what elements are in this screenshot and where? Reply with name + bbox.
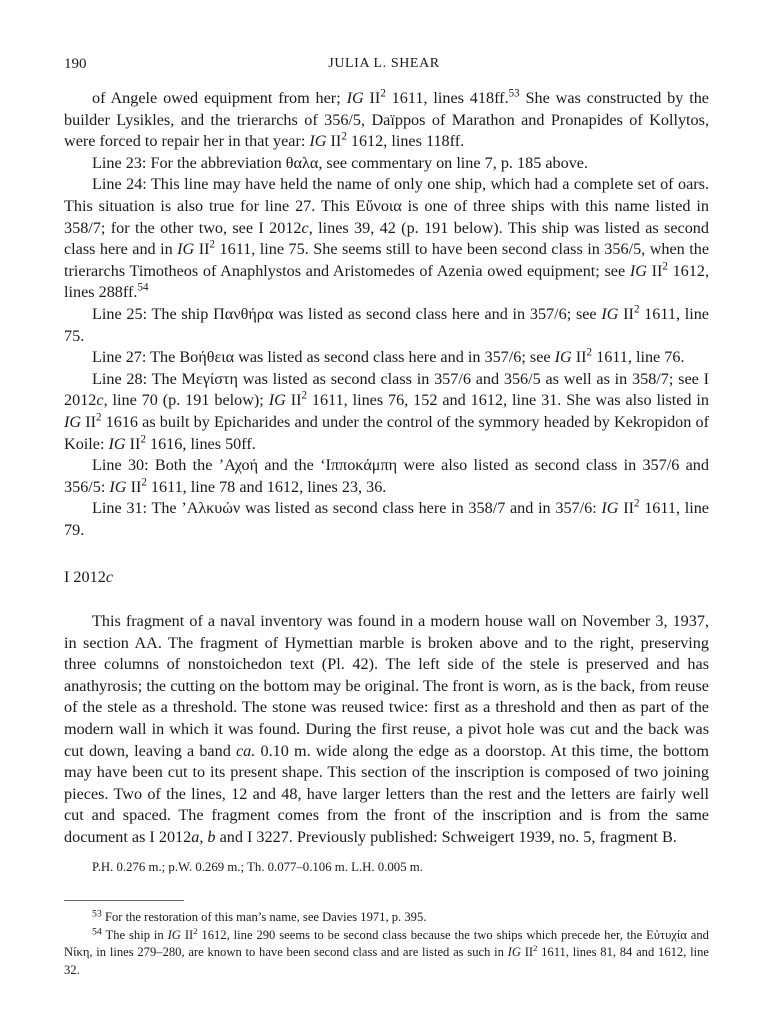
italic-run: IG — [177, 240, 195, 259]
text-run: , line 70 (p. 191 below); — [103, 391, 269, 410]
italic-run: IG — [601, 499, 619, 518]
text-run: 1611, line 75. She seems still to have been second class in 356/5, when the trierarchs Timotheos of Anaphlystos and Aristomedes of Azenia owed equipment; see — [64, 240, 710, 280]
page-header — [64, 56, 704, 80]
text-run: 1611, line 78 and 1612, lines 23, 36. — [146, 477, 387, 496]
text-run: II — [618, 499, 634, 518]
superscript: 2 — [634, 497, 640, 510]
superscript: 2 — [209, 238, 216, 251]
text-run: II — [285, 391, 302, 410]
italic-run: c — [105, 568, 113, 587]
italic-run: IG — [64, 412, 82, 431]
text-run: For the restoration of this man’s name, see Davies 1971, p. 395. — [104, 910, 427, 924]
footnote-number: 53 — [92, 908, 102, 920]
footnote — [64, 909, 709, 927]
text-run: II — [180, 927, 194, 942]
superscript: 2 — [193, 925, 198, 936]
text-run: 1611, line 76. — [592, 348, 685, 367]
italic-run: IG — [346, 89, 364, 107]
superscript: 2 — [586, 346, 593, 359]
footnote — [64, 927, 709, 980]
text-run: 1616 as built by Epicharides and under the control of the symmory headed by Kekropidon of Koile: — [64, 412, 709, 453]
italic-run: c — [301, 218, 309, 237]
text-run: 1612, line 290 seems to be second class because the two ships which precede her, the Εὐτυχία and Νίκη, in lines 279–280, are known to have been second class and are listed as such in — [64, 927, 709, 959]
page-number: 190 — [64, 56, 87, 72]
text-run: 0.10 m. wide along the edge as a doorstop. At this time, the bottom may have been cut to its present shape. This section of the inscription is composed of two joining pieces. Two of the lines, 12 and 48, have larger letters than the rest and the letters are fairly well cut and spaced. The fragment comes from the front of the inscription and is from the same document as I 2012 — [64, 741, 709, 846]
italic-run: b — [207, 828, 216, 846]
superscript: 53 — [508, 87, 520, 100]
commentary-paragraph — [64, 369, 709, 455]
commentary-paragraph — [64, 153, 709, 175]
text-run: II — [520, 945, 534, 959]
text-run: Line 30: Both the ’Αχοή and the ‘Ιπποκάμπη were also listed as second class in 357/6 and 356/5: — [64, 456, 709, 496]
text-run: 1611, lines 76, 152 and 1612, line 31. She was also listed in — [306, 391, 710, 410]
text-run: 1611, lines 81, 84 and 1612, line 32. — [64, 945, 709, 977]
text-run: II — [326, 132, 342, 151]
main-text — [64, 88, 709, 876]
text-run: II — [125, 434, 141, 453]
italic-run: a — [191, 828, 200, 846]
text-run: Line 27: The Βοήθεια was listed as second class here and in 357/6; see — [92, 348, 555, 367]
footnote-text — [105, 910, 426, 924]
text-run: and I 3227. Previously published: Schweigert 1939, no. 5, fragment B. — [215, 828, 677, 846]
text-run: II — [194, 240, 210, 259]
superscript: 2 — [341, 130, 347, 143]
superscript: 2 — [141, 476, 147, 489]
commentary-paragraph — [64, 174, 709, 304]
text-run: Line 28: The Μεγίστη was listed as second class in 357/6 and 356/5 as well as in 358/7; see I 2012 — [64, 369, 709, 410]
superscript: 2 — [140, 432, 146, 445]
italic-run: ca. — [235, 741, 256, 760]
italic-run: IG — [309, 132, 327, 151]
commentary-paragraph — [64, 347, 709, 369]
italic-run: IG — [554, 348, 572, 367]
text-run: 1611, line 75. — [64, 304, 709, 345]
superscript: 2 — [301, 389, 307, 402]
italic-run: IG — [629, 261, 647, 280]
text-run: II — [571, 348, 587, 367]
italic-run: IG — [601, 304, 619, 323]
footnote-number: 54 — [92, 926, 102, 938]
italic-run: IG — [108, 434, 126, 453]
commentary-paragraph — [64, 455, 709, 498]
footnote-text — [64, 925, 709, 977]
text-run: Line 23: For the abbreviation θαλα, see commentary on line 7, p. 185 above. — [92, 153, 589, 172]
text-run: Line 24: This line may have held the name of only one ship, which had a complete set of oars. This situation is also true for line 27. This Εὔνοια is one of three ships with this name listed in 358/7; for the other two, see I 2012 — [64, 175, 709, 237]
superscript: 2 — [380, 87, 386, 100]
italic-run: IG — [109, 477, 127, 496]
text-run: She was constructed by the builder Lysikles, and the trierarchs of 356/5, Daïppos of Marathon and Pronapides of Kollytos, were forced to repair her in that year: — [64, 89, 709, 151]
commentary-paragraph — [64, 88, 709, 153]
text-run: This fragment of a naval inventory was found in a modern house wall on November 3, 1937, in section AA. The fragment of Hymettian marble is broken above and to the right, preserving three columns of nonstoichedon text (Pl. 42). The left side of the stele is preserved and has anathyrosis; the cutting on the bottom may be original. The front is worn, as is the back, from reuse of the stele as a threshold. The stone was reused twice: first as a threshold and then as part of the modern wall in which it was found. During the first reuse, a pivot hole was cut and the back was cut down, leaving a band — [64, 612, 709, 760]
superscript: 54 — [137, 281, 149, 294]
text-run: of Angele owed equipment from her; — [92, 89, 347, 107]
italic-run: IG — [268, 391, 286, 410]
footnotes — [64, 900, 709, 979]
text-run: The ship in — [105, 927, 168, 942]
text-run: II — [126, 477, 142, 496]
text-run: II — [646, 261, 663, 280]
text-run: Line 31: The ’Αλκυών was listed as second class here in 358/7 and in 357/6: — [92, 499, 602, 518]
text-run: 1612, lines 288ff. — [64, 261, 710, 302]
italic-run: c — [96, 391, 104, 410]
text-run: 1611, line 79. — [64, 499, 709, 539]
superscript: 2 — [96, 411, 102, 424]
text-run: 1611, lines 418ff. — [385, 89, 509, 107]
footnote-rule — [64, 900, 184, 901]
measurements: P.H. 0.276 m.; p.W. 0.269 m.; Th. 0.077–0.106 m. L.H. 0.005 m. — [92, 859, 423, 874]
text-run: II — [81, 412, 97, 431]
superscript: 2 — [662, 260, 668, 273]
italic-run: IG — [507, 945, 521, 959]
commentary-paragraph — [64, 304, 709, 347]
text-run: , lines 39, 42 (p. 191 below). This ship was listed as second class here and in — [64, 218, 709, 259]
text-run: , — [199, 828, 208, 846]
text-run: II — [363, 89, 381, 107]
superscript: 2 — [633, 303, 640, 316]
text-run: 1612, lines 118ff. — [346, 132, 465, 151]
commentary-paragraph — [64, 498, 709, 541]
text-run: 1616, lines 50ff. — [145, 434, 256, 453]
superscript: 2 — [533, 942, 538, 953]
text-run: Line 25: The ship Πανθήρα was listed as second class here and in 357/6; see — [92, 304, 602, 323]
section-heading — [64, 567, 709, 589]
italic-run: IG — [167, 927, 181, 942]
text-run: II — [618, 304, 634, 323]
text-run: I 2012 — [64, 568, 106, 587]
section-paragraph — [64, 611, 709, 849]
running-head: JULIA L. SHEAR — [328, 56, 440, 71]
